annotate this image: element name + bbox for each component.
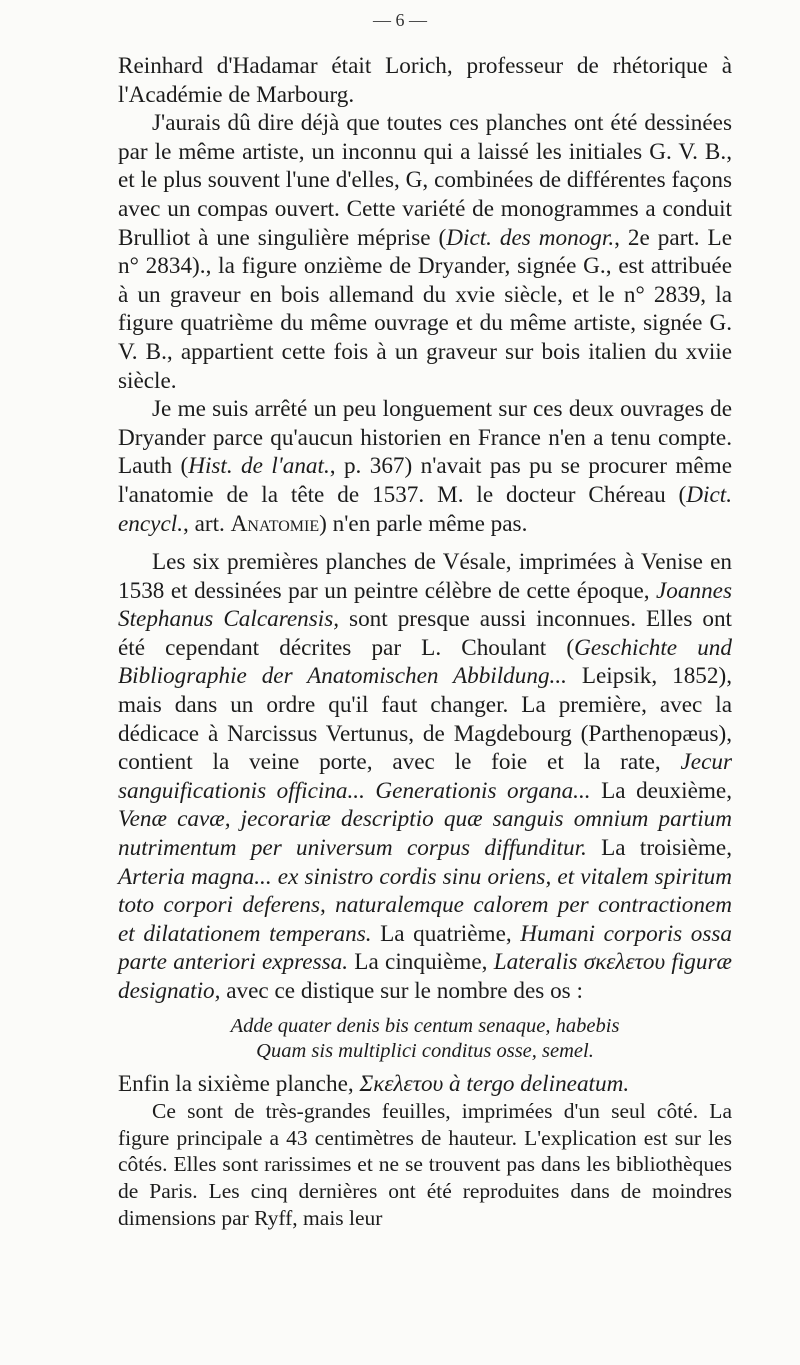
italic-citation: Geschichte und Bibliographie der Anatomischen Abbildung... — [118, 634, 732, 690]
page-number: — 6 — — [373, 10, 427, 30]
body-text — [118, 52, 732, 1231]
paragraph-4 — [118, 548, 732, 1006]
small-caps-term: Anatomie — [230, 510, 320, 537]
text-run: La troisième, — [586, 835, 732, 862]
italic-citation: Hist. de l'anat. — [188, 453, 330, 480]
italic-citation: Dict. encycl. — [118, 481, 732, 537]
paragraph-3 — [118, 395, 732, 538]
text-run: Enfin la sixième planche, — [118, 1070, 360, 1097]
italic-latin: Σκελετου à tergo delineatum. — [359, 1070, 630, 1097]
paragraph-2 — [118, 109, 732, 395]
text-run: Les six premières planches de Vésale, imprimées à Venise en 1538 et dessinées par un peintre célèbre de cette époque, — [118, 549, 732, 604]
text-run: Je me suis arrêté un peu longuement sur ces deux ouvrages de Dryander parce qu'aucun historien en France n'en a tenu compte. Lauth ( — [118, 396, 732, 480]
paragraph-1: Reinhard d'Hadamar était Lorich, professeur de rhétorique à l'Académie de Marbourg. — [118, 53, 732, 108]
text-run: La deuxième, — [590, 777, 732, 804]
paragraph-6: Ce sont de très-grandes feuilles, imprimées d'un seul côté. La figure principale a 43 centimètres de hauteur. L'explication est sur les côtés. Elles sont rarissimes et ne se trouvent pas dans les bibliothèques de Paris. Les cinq dernières ont été reproduites dans de moindres dimensions par Ryff, mais leur — [118, 1099, 732, 1230]
italic-latin: Venæ cavæ, jecorariæ descriptio quæ sanguis omnium partium nutrimentum per universum corpus diffunditur. — [118, 806, 732, 862]
text-run: sont presque aussi inconnues. Elles ont été cependant décrites par L. Choulant ( — [118, 606, 732, 661]
verse-line-2: Quam sis multiplici conditus osse, semel. — [256, 1039, 594, 1062]
distich — [118, 1014, 732, 1064]
text-run: La quatrième, — [371, 920, 521, 947]
paragraph-5 — [118, 1070, 732, 1099]
italic-latin: Humani corporis ossa parte anteriori expressa. — [118, 920, 732, 976]
italic-latin: Jecur sanguificationis officina... Generationis organa... — [118, 749, 732, 804]
text-run: , 2e part. Le n° 2834)., la figure onzième de Dryander, signée G., est attribuée à un graveur en bois allemand du xvie siècle, et le n° 2839, la figure quatrième du même ouvrage et du même artiste, signée G. V. B., appartient cette fois à un graveur sur bois italien du xviie siècle. — [118, 224, 732, 394]
text-run: avec ce distique sur le nombre des os : — [220, 978, 583, 1004]
text-run: Leipsik, 1852), mais dans un ordre qu'il faut changer. La première, avec la dédicace à Narcissus Vertunus, de Magdebourg (Parthenopæus), contient la veine porte, avec le foie et la rate, — [118, 663, 732, 776]
text-run: , art. — [183, 510, 231, 537]
italic-latin: Lateralis σκελετου figuræ designatio, — [118, 949, 732, 1004]
italic-citation: Dict. des monogr. — [446, 224, 615, 251]
italic-name: Joannes Stephanus Calcarensis, — [118, 577, 732, 633]
text-run: ) n'en parle même pas. — [319, 510, 528, 537]
text-run: La cinquième, — [348, 949, 494, 976]
text-run: J'aurais dû dire déjà que toutes ces planches ont été dessinées par le même artiste, un inconnu qui a laissé les initiales G. V. B., et le plus souvent l'une d'elles, G, combinées de différentes façons avec un compas ouvert. Cette variété de monogrammes a conduit Brulliot à une singulière méprise ( — [118, 110, 732, 251]
text-run: , p. 367) n'avait pas pu se procurer même l'anatomie de la tête de 1537. M. le docteur Chéreau ( — [118, 453, 732, 508]
italic-latin: Arteria magna... ex sinistro cordis sinu oriens, et vitalem spiritum toto corpori deferens, naturalemque calorem per contractionem et dilatationem temperans. — [118, 863, 732, 947]
verse-line-1: Adde quater denis bis centum senaque, habebis — [230, 1014, 620, 1037]
